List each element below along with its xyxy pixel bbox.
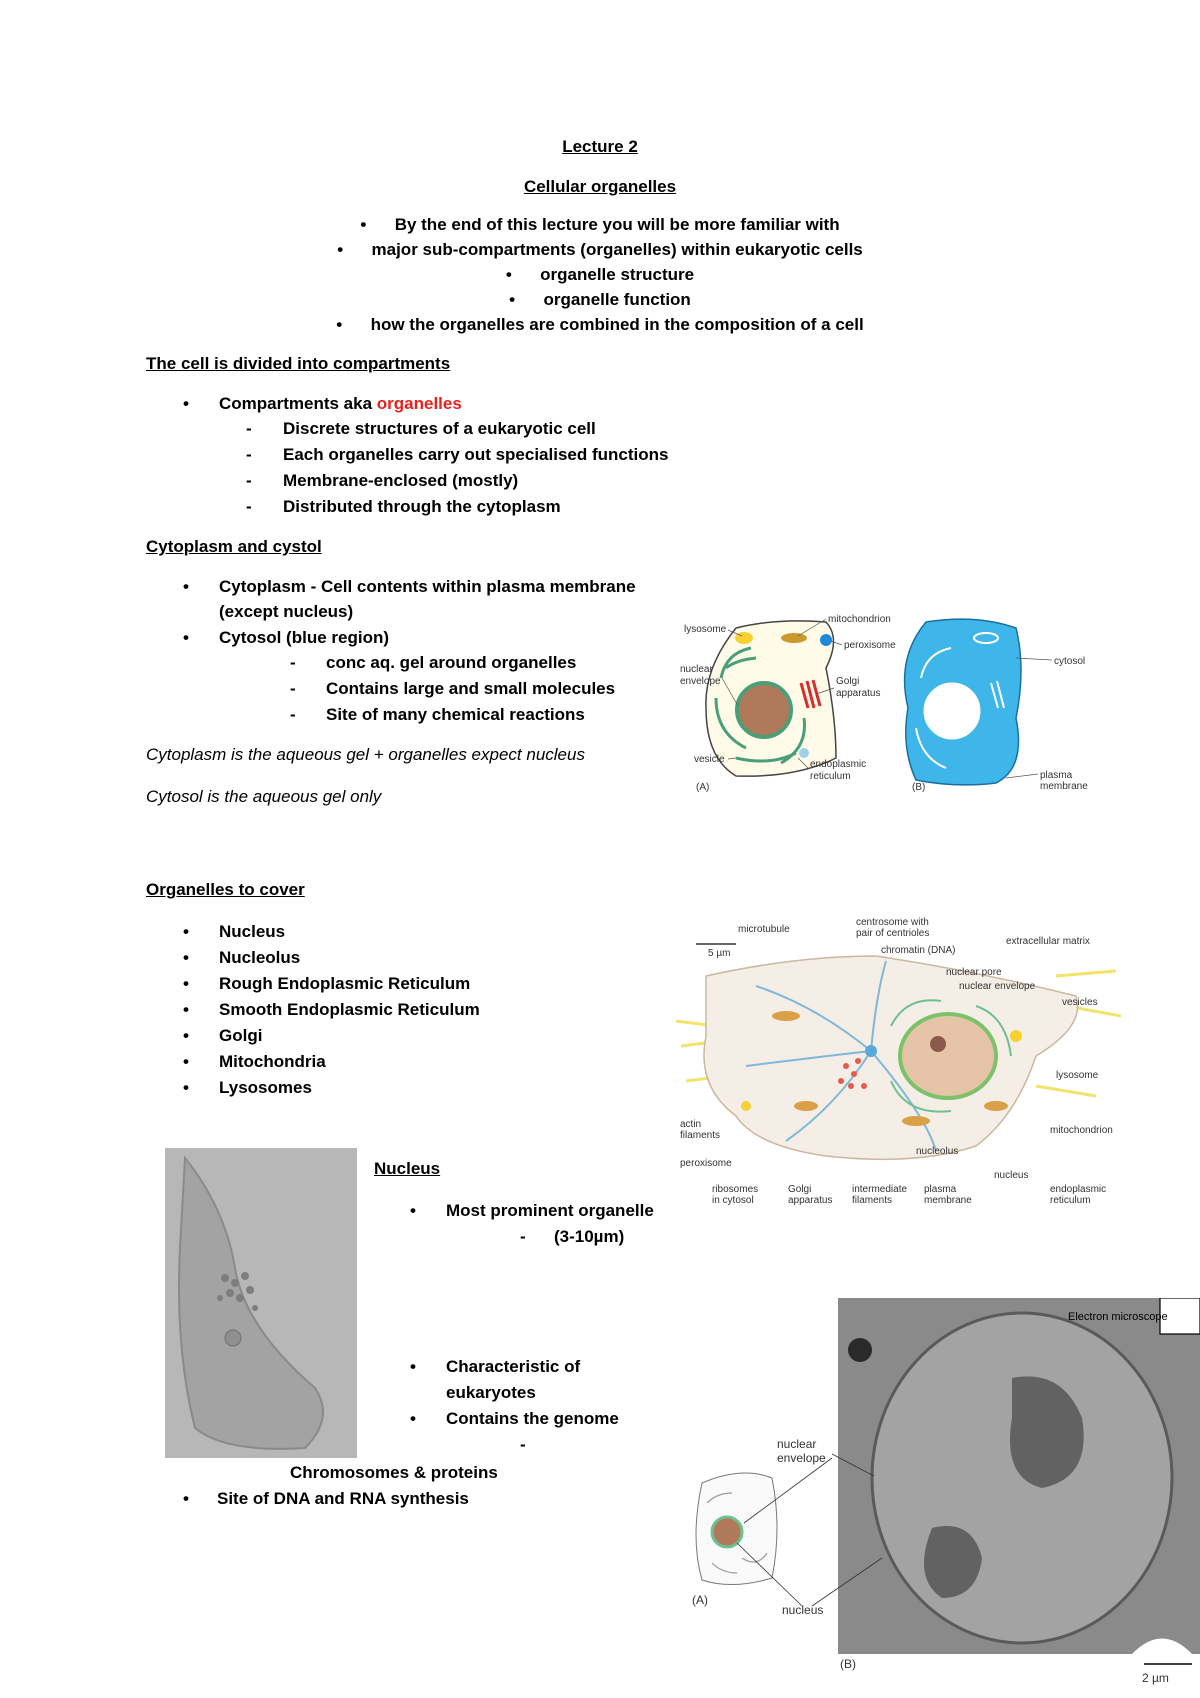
bullet: • (183, 1489, 189, 1508)
peroxisome-a (820, 634, 832, 646)
label-envelope: envelope (777, 1451, 826, 1465)
label-envelope: envelope (680, 676, 721, 687)
label-golgi: Golgi (836, 676, 860, 687)
label-nucleus: nucleus (782, 1603, 824, 1617)
nucleus-large (872, 1313, 1172, 1643)
label-membrane: membrane (1040, 781, 1088, 792)
nucleus-size: (3-10µm) (554, 1227, 625, 1246)
dash-item: Membrane-enclosed (mostly) (283, 471, 519, 490)
label-scale: 2 µm (1142, 1671, 1169, 1685)
label-peroxisome: peroxisome (844, 640, 896, 651)
label-in-cytosol: in cytosol (712, 1195, 754, 1206)
organelle-item: Nucleolus (219, 948, 301, 967)
compartments-bullet: Compartments aka organelles (219, 394, 462, 413)
dash-item: Each organelles carry out specialised functions (283, 445, 669, 464)
label-nuclear: nuclear (680, 664, 713, 675)
cytoplasm-bullet: Cytoplasm - Cell contents within plasma membrane (219, 577, 636, 596)
bullet: • (183, 974, 189, 993)
nucleus-micrograph (165, 1148, 357, 1458)
label-nuclear-pore: nuclear pore (946, 967, 1002, 978)
dash: - (290, 705, 296, 724)
dash: - (246, 471, 252, 490)
bullet: • (183, 1052, 189, 1071)
chromosomes-text: Chromosomes & proteins (290, 1463, 498, 1482)
label-vesicles: vesicles (1062, 997, 1098, 1008)
label-centrosome: centrosome with (856, 917, 929, 928)
nucleolus (930, 1036, 946, 1052)
nucleus-bullet: Characteristic of (446, 1357, 581, 1376)
dash-item: Site of many chemical reactions (326, 705, 585, 724)
label-reticulum: reticulum (1050, 1195, 1091, 1206)
nucleus-small (712, 1517, 742, 1547)
label-b: (B) (840, 1657, 856, 1671)
label-plasma: plasma (1040, 770, 1073, 781)
label-cytosol: cytosol (1054, 656, 1086, 667)
label-b: (B) (912, 782, 926, 793)
bullet: • (183, 1026, 189, 1045)
label-lysosome: lysosome (684, 624, 727, 635)
label-mitochondrion: mitochondrion (1050, 1125, 1113, 1136)
section-heading-nucleus: Nucleus (374, 1159, 441, 1178)
organelle-item: Mitochondria (219, 1052, 326, 1071)
animal-cell-figure (676, 916, 1130, 1216)
dash: - (290, 679, 296, 698)
dash: - (246, 497, 252, 516)
label-nucleolus: nucleolus (916, 1146, 959, 1157)
cell-compartments-figure (676, 608, 1130, 798)
label-vesicle: vesicle (694, 754, 725, 765)
label-intermediate: intermediate (852, 1184, 908, 1195)
label-plasma: plasma (924, 1184, 957, 1195)
nucleus-a (737, 683, 791, 737)
peroxisome (741, 1101, 751, 1111)
page-subtitle: Cellular organelles (523, 177, 677, 196)
label-ecm: extracellular matrix (1006, 936, 1090, 947)
bullet: • (183, 948, 189, 967)
label-chromatin: chromatin (DNA) (881, 945, 956, 956)
centrosome (865, 1045, 877, 1057)
cytoplasm-bullet-cont: (except nucleus) (219, 602, 354, 621)
note-cytosol: Cytosol is the aqueous gel only (146, 787, 382, 806)
section-heading-cytoplasm: Cytoplasm and cystol (146, 537, 322, 556)
label-scale: 5 µm (708, 948, 731, 959)
intro-bullet: • By the end of this lecture you will be more familiar with (360, 215, 840, 234)
dash-item: Contains large and small molecules (326, 679, 616, 698)
bullet: • (183, 577, 189, 596)
label-int-filaments: filaments (852, 1195, 893, 1206)
dash: - (290, 653, 296, 672)
dash: - (520, 1227, 526, 1246)
label-apparatus: apparatus (788, 1195, 833, 1206)
cytosol-bullet: Cytosol (blue region) (219, 628, 389, 647)
note-cytoplasm: Cytoplasm is the aqueous gel + organelles expect nucleus (146, 745, 585, 764)
dash: - (520, 1435, 526, 1454)
intro-bullet: • organelle structure (505, 265, 695, 284)
bullet: • (183, 1078, 189, 1097)
lysosome (1010, 1030, 1022, 1042)
organelle-item: Lysosomes (219, 1078, 312, 1097)
intro-bullet: • organelle function (509, 290, 691, 309)
organelle-item: Smooth Endoplasmic Reticulum (219, 1000, 480, 1019)
vesicle-a (799, 748, 809, 758)
section-heading-compartments: The cell is divided into compartments (146, 354, 451, 373)
organelles-highlight: organelles (376, 394, 462, 413)
dash-item: Discrete structures of a eukaryotic cell (283, 419, 596, 438)
organelle-item: Golgi (219, 1026, 263, 1045)
label-filaments: filaments (680, 1130, 721, 1141)
bullet: • (183, 1000, 189, 1019)
nucleus-bullet-cont: eukaryotes (446, 1383, 536, 1402)
bullet: • (183, 922, 189, 941)
label-a: (A) (696, 782, 710, 793)
dash-item: Distributed through the cytoplasm (283, 497, 561, 516)
label-reticulum: reticulum (810, 771, 851, 782)
dash: - (246, 445, 252, 464)
label-electron-microscope: Electron microscope (1068, 1311, 1168, 1323)
section-heading-organelles: Organelles to cover (146, 880, 305, 899)
bullet: • (410, 1357, 416, 1376)
bullet: • (183, 394, 189, 413)
label-apparatus: apparatus (836, 688, 881, 699)
nucleus-b (925, 684, 979, 738)
nucleus (900, 1014, 996, 1098)
label-golgi: Golgi (788, 1184, 812, 1195)
nucleolus-micro (225, 1330, 241, 1346)
dash-item: conc aq. gel around organelles (326, 653, 577, 672)
label-centrioles: pair of centrioles (856, 928, 930, 939)
label-endoplasmic: endoplasmic (810, 759, 867, 770)
intro-bullet: • how the organelles are combined in the composition of a cell (336, 315, 864, 334)
organelle-item: Rough Endoplasmic Reticulum (219, 974, 471, 993)
label-microtubule: microtubule (738, 924, 790, 935)
dash: - (246, 419, 252, 438)
label-actin: actin (680, 1119, 702, 1130)
label-nuclear-envelope: nuclear envelope (959, 981, 1036, 992)
bullet: • (183, 628, 189, 647)
electron-micrograph-figure (682, 1298, 1200, 1698)
label-lysosome: lysosome (1056, 1070, 1099, 1081)
intro-bullet: • major sub-compartments (organelles) within eukaryotic cells (337, 240, 863, 259)
label-peroxisome: peroxisome (680, 1158, 732, 1169)
nucleus-bullet: Contains the genome (446, 1409, 619, 1428)
label-membrane: membrane (924, 1195, 972, 1206)
label-mitochondrion: mitochondrion (828, 614, 891, 625)
organelle-item: Nucleus (219, 922, 286, 941)
page-title: Lecture 2 (562, 137, 638, 156)
label-nuclear: nuclear (777, 1437, 817, 1451)
bullet: • (410, 1409, 416, 1428)
label-endoplasmic: endoplasmic (1050, 1184, 1107, 1195)
nucleus-bullet: Most prominent organelle (446, 1201, 654, 1220)
label-a: (A) (692, 1593, 708, 1607)
label-nucleus: nucleus (994, 1170, 1029, 1181)
mitochondrion-a (781, 633, 807, 643)
nucleus-bullet: Site of DNA and RNA synthesis (217, 1489, 469, 1508)
label-ribosomes: ribosomes (712, 1184, 759, 1195)
bullet: • (410, 1201, 416, 1220)
